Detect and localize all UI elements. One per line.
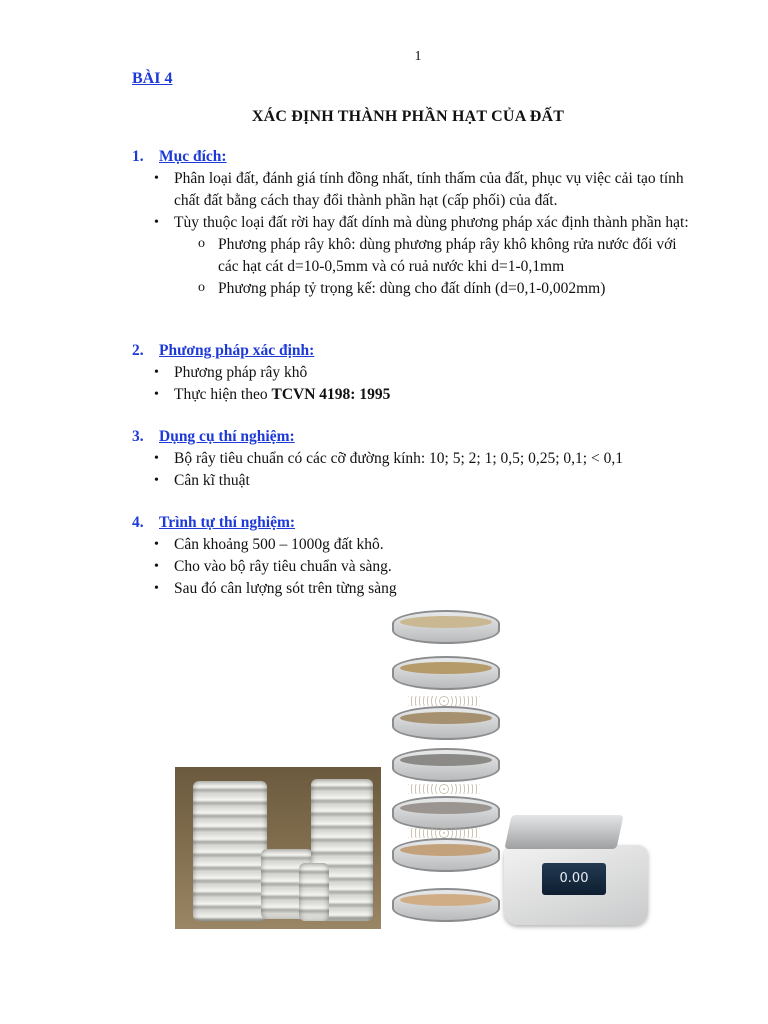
section-number: 4. bbox=[132, 514, 144, 531]
section-number: 3. bbox=[132, 428, 144, 445]
bullet-item: • Cân khoảng 500 – 1000g đất khô. bbox=[132, 534, 692, 556]
page-number: 1 bbox=[414, 49, 422, 64]
sieve-set-photo bbox=[175, 767, 381, 929]
bullet-item: • Bộ rây tiêu chuẩn có các cỡ đường kính: 10; 5; 2; 1; 0,5; 0,25; 0,1; < 0,1 bbox=[132, 448, 692, 470]
lesson-label: BÀI 4 bbox=[132, 70, 173, 87]
bullet-text: Thực hiện theo bbox=[174, 386, 272, 403]
electronic-balance-illustration bbox=[500, 805, 652, 930]
bullet-item bbox=[132, 384, 692, 406]
balance-display: 0.00 bbox=[542, 863, 606, 895]
section-equipment bbox=[132, 426, 692, 492]
bullet-item: • Phương pháp rây khô bbox=[132, 362, 692, 384]
bullet-item bbox=[132, 212, 692, 300]
section-heading bbox=[132, 146, 692, 168]
section-title: Mục đích: bbox=[159, 148, 227, 165]
bullet-item: • Cho vào bộ rây tiêu chuẩn và sàng. bbox=[132, 556, 692, 578]
sub-bullet-item: o Phương pháp rây khô: dùng phương pháp rây khô không rửa nước đối với các hạt cát d=10-0,5mm và có ruả nước khi d=1-0,1mm bbox=[132, 234, 692, 278]
section-number: 1. bbox=[132, 148, 144, 165]
section-heading bbox=[132, 426, 692, 448]
bullet-text: Tùy thuộc loại đất rời hay đất dính mà dùng phương pháp xác định thành phần hạt: bbox=[174, 214, 689, 231]
section-method bbox=[132, 340, 692, 406]
sub-bullet-item: o Phương pháp tỷ trọng kế: dùng cho đất dính (d=0,1-0,002mm) bbox=[132, 278, 692, 300]
sieve-stack-illustration bbox=[388, 606, 500, 928]
section-title: Phương pháp xác định: bbox=[159, 342, 315, 359]
section-number: 2. bbox=[132, 342, 144, 359]
standard-reference: TCVN 4198: 1995 bbox=[271, 386, 391, 403]
bullet-item: • Phân loại đất, đánh giá tính đồng nhất, tính thấm của đất, phục vụ việc cải tạo tính chất đất bằng cách thay đổi thành phần hạt (cấp phối) của đất. bbox=[132, 168, 692, 212]
section-purpose bbox=[132, 146, 692, 300]
page-title: XÁC ĐỊNH THÀNH PHẦN HẠT CỦA ĐẤT bbox=[251, 108, 565, 125]
section-title: Dụng cụ thí nghiệm: bbox=[159, 428, 295, 445]
bullet-item: • Sau đó cân lượng sót trên từng sàng bbox=[132, 578, 692, 600]
bullet-item: • Cân kĩ thuật bbox=[132, 470, 692, 492]
section-heading bbox=[132, 512, 692, 534]
section-heading bbox=[132, 340, 692, 362]
section-title: Trình tự thí nghiệm: bbox=[159, 514, 296, 531]
section-procedure bbox=[132, 512, 692, 600]
